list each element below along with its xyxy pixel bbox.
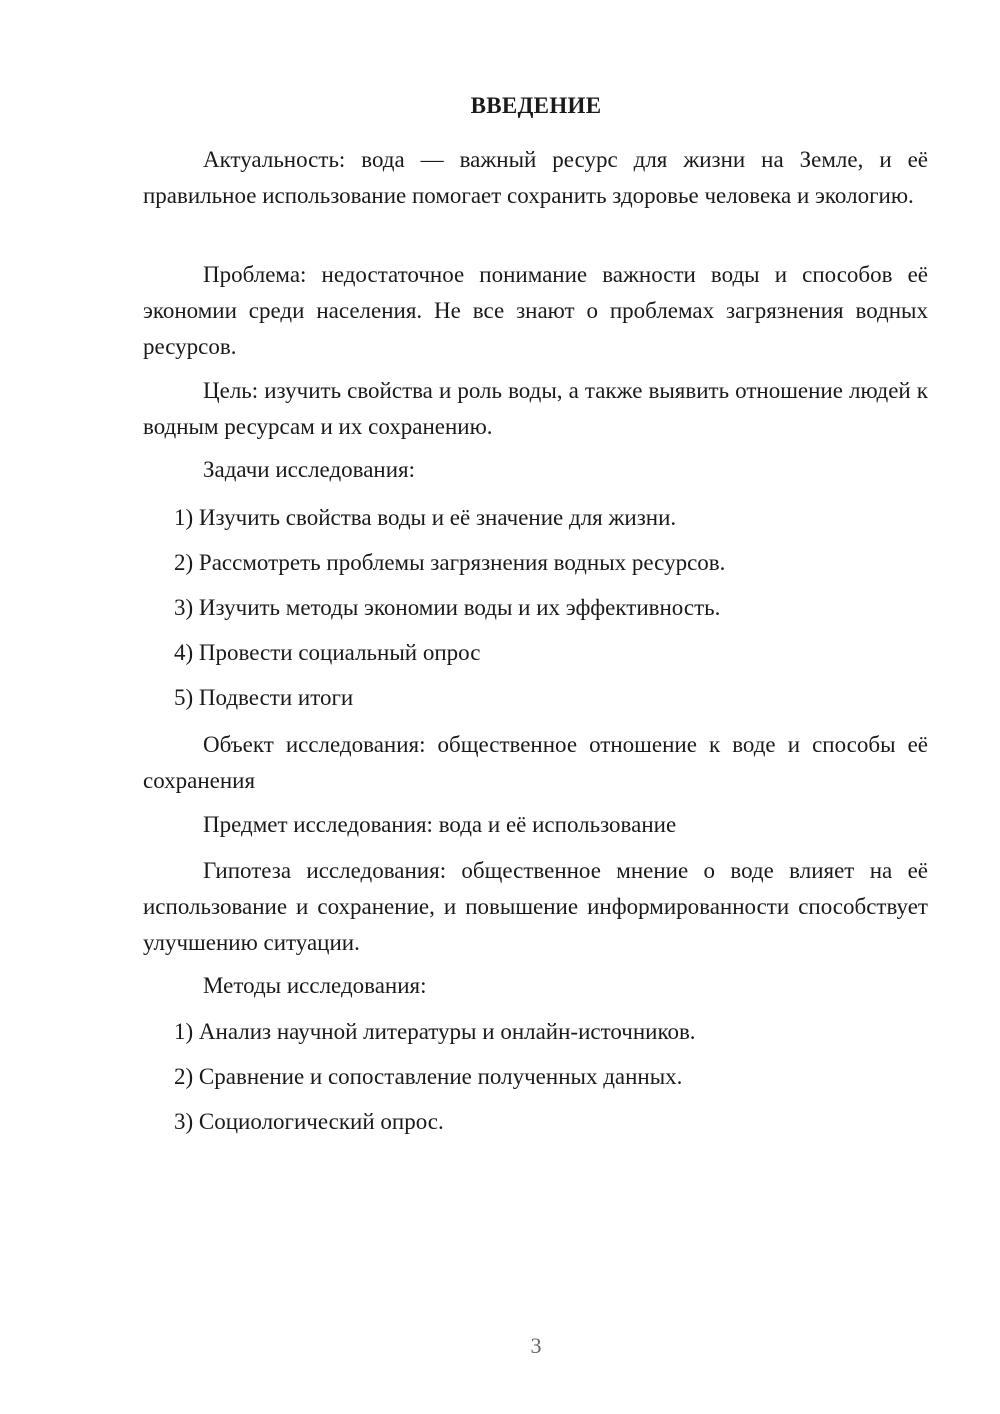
tasks-heading: Задачи исследования: [203,457,416,482]
relevance-paragraph: Актуальность: вода — важный ресурс для жизни на Земле, и её правильное использование помогает сохранить здоровье человека и экологию. [143,147,928,208]
task-item: 4) Провести социальный опрос [174,640,481,665]
problem-paragraph: Проблема: недостаточное понимание важности воды и способов её экономии среди населения. Не все знают о проблемах загрязнения водных ресурсов. [143,262,928,359]
goal-paragraph: Цель: изучить свойства и роль воды, а также выявить отношение людей к водным ресурсам и их сохранению. [143,378,928,439]
method-item: 2) Сравнение и сопоставление полученных данных. [174,1064,683,1089]
page-title: ВВЕДЕНИЕ [470,93,602,118]
task-item: 3) Изучить методы экономии воды и их эффективность. [174,595,721,620]
object-paragraph: Объект исследования: общественное отношение к воде и способы её сохранения [143,732,928,793]
methods-heading: Методы исследования: [203,973,427,998]
method-item: 3) Социологический опрос. [174,1109,444,1134]
hypothesis-paragraph: Гипотеза исследования: общественное мнение о воде влияет на её использование и сохранение, и повышение информированности способствует улучшению ситуации. [143,858,928,955]
subject-paragraph: Предмет исследования: вода и её использование [203,812,677,837]
task-item: 5) Подвести итоги [174,685,354,710]
method-item: 1) Анализ научной литературы и онлайн-источников. [174,1019,696,1044]
task-item: 1) Изучить свойства воды и её значение для жизни. [174,505,677,530]
page-number: 3 [530,1333,542,1358]
task-item: 2) Рассмотреть проблемы загрязнения водных ресурсов. [174,550,726,575]
